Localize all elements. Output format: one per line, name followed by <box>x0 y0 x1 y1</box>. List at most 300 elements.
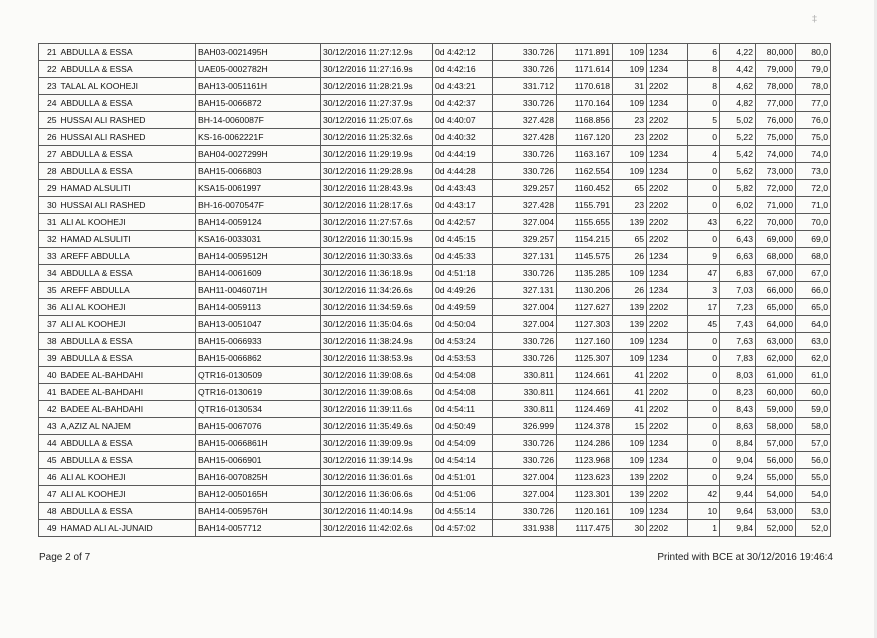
prize-cell: 80,0 <box>796 44 831 61</box>
position-cell: 6 <box>688 44 720 61</box>
points-cell: 73,000 <box>756 163 796 180</box>
rank-cell: 27 <box>39 146 59 163</box>
percentage-cell: 7,23 <box>720 299 756 316</box>
duration-cell: 0d 4:50:04 <box>433 316 493 333</box>
ring-number-cell: BH-16-0070547F <box>196 197 321 214</box>
club-code-cell: 2202 <box>647 112 688 129</box>
arrival-time-cell: 30/12/2016 11:27:37.9s <box>321 95 433 112</box>
distance-cell: 327.004 <box>493 316 557 333</box>
name-cell: ALI AL KOOHEJI <box>59 214 196 231</box>
name-cell: ALI AL KOOHEJI <box>59 469 196 486</box>
speed-cell: 1168.856 <box>557 112 613 129</box>
percentage-cell: 6,63 <box>720 248 756 265</box>
points-cell: 70,000 <box>756 214 796 231</box>
points-cell: 64,000 <box>756 316 796 333</box>
rank-cell: 26 <box>39 129 59 146</box>
ring-number-cell: BAH13-0051047 <box>196 316 321 333</box>
position-cell: 0 <box>688 435 720 452</box>
club-code-cell: 2202 <box>647 367 688 384</box>
club-code-cell: 2202 <box>647 384 688 401</box>
speed-cell: 1124.469 <box>557 401 613 418</box>
ring-number-cell: BAH15-0066861H <box>196 435 321 452</box>
name-cell: ABDULLA & ESSA <box>59 146 196 163</box>
speed-cell: 1123.623 <box>557 469 613 486</box>
arrival-time-cell: 30/12/2016 11:27:16.9s <box>321 61 433 78</box>
name-cell: ALI AL KOOHEJI <box>59 486 196 503</box>
club-code-cell: 1234 <box>647 95 688 112</box>
club-code-cell: 2202 <box>647 197 688 214</box>
club-code-cell: 1234 <box>647 61 688 78</box>
name-cell: ALI AL KOOHEJI <box>59 299 196 316</box>
position-cell: 42 <box>688 486 720 503</box>
distance-cell: 330.811 <box>493 367 557 384</box>
rank-cell: 41 <box>39 384 59 401</box>
percentage-cell: 7,03 <box>720 282 756 299</box>
percentage-cell: 4,62 <box>720 78 756 95</box>
duration-cell: 0d 4:49:26 <box>433 282 493 299</box>
name-cell: ABDULLA & ESSA <box>59 265 196 282</box>
ring-number-cell: BAH15-0066803 <box>196 163 321 180</box>
ring-number-cell: BAH11-0046071H <box>196 282 321 299</box>
arrival-time-cell: 30/12/2016 11:38:24.9s <box>321 333 433 350</box>
table-row <box>39 299 831 316</box>
speed-cell: 1124.286 <box>557 435 613 452</box>
distance-cell: 330.726 <box>493 452 557 469</box>
name-cell: ABDULLA & ESSA <box>59 95 196 112</box>
distance-cell: 330.811 <box>493 401 557 418</box>
duration-cell: 0d 4:43:17 <box>433 197 493 214</box>
rank-cell: 37 <box>39 316 59 333</box>
arrival-time-cell: 30/12/2016 11:30:15.9s <box>321 231 433 248</box>
club-code-cell: 1234 <box>647 44 688 61</box>
points-cell: 65,000 <box>756 299 796 316</box>
distance-cell: 330.726 <box>493 435 557 452</box>
duration-cell: 0d 4:54:08 <box>433 367 493 384</box>
arrival-time-cell: 30/12/2016 11:42:02.6s <box>321 520 433 537</box>
club-code-cell: 2202 <box>647 299 688 316</box>
distance-cell: 327.131 <box>493 282 557 299</box>
prize-cell: 55,0 <box>796 469 831 486</box>
ring-number-cell: BAH15-0066933 <box>196 333 321 350</box>
points-cell: 62,000 <box>756 350 796 367</box>
arrival-time-cell: 30/12/2016 11:39:08.6s <box>321 384 433 401</box>
table-row <box>39 197 831 214</box>
name-cell: HUSSAI ALI RASHED <box>59 129 196 146</box>
distance-cell: 327.428 <box>493 129 557 146</box>
speed-cell: 1124.378 <box>557 418 613 435</box>
points-cell: 66,000 <box>756 282 796 299</box>
position-cell: 4 <box>688 146 720 163</box>
duration-cell: 0d 4:40:07 <box>433 112 493 129</box>
percentage-cell: 7,43 <box>720 316 756 333</box>
duration-cell: 0d 4:44:19 <box>433 146 493 163</box>
position-cell: 0 <box>688 469 720 486</box>
rank-cell: 39 <box>39 350 59 367</box>
name-cell: HUSSAI ALI RASHED <box>59 197 196 214</box>
arrival-time-cell: 30/12/2016 11:35:04.6s <box>321 316 433 333</box>
speed-cell: 1127.627 <box>557 299 613 316</box>
distance-cell: 329.257 <box>493 180 557 197</box>
percentage-cell: 9,04 <box>720 452 756 469</box>
entry-count-cell: 109 <box>613 265 647 282</box>
rank-cell: 25 <box>39 112 59 129</box>
points-cell: 63,000 <box>756 333 796 350</box>
entry-count-cell: 26 <box>613 282 647 299</box>
ring-number-cell: BAH14-0059113 <box>196 299 321 316</box>
percentage-cell: 5,02 <box>720 112 756 129</box>
prize-cell: 70,0 <box>796 214 831 231</box>
entry-count-cell: 41 <box>613 367 647 384</box>
position-cell: 0 <box>688 350 720 367</box>
duration-cell: 0d 4:53:53 <box>433 350 493 367</box>
arrival-time-cell: 30/12/2016 11:27:12.9s <box>321 44 433 61</box>
points-cell: 54,000 <box>756 486 796 503</box>
prize-cell: 71,0 <box>796 197 831 214</box>
prize-cell: 52,0 <box>796 520 831 537</box>
entry-count-cell: 109 <box>613 44 647 61</box>
distance-cell: 330.726 <box>493 350 557 367</box>
prize-cell: 67,0 <box>796 265 831 282</box>
table-row <box>39 180 831 197</box>
arrival-time-cell: 30/12/2016 11:28:43.9s <box>321 180 433 197</box>
arrival-time-cell: 30/12/2016 11:29:19.9s <box>321 146 433 163</box>
name-cell: TALAL AL KOOHEJI <box>59 78 196 95</box>
rank-cell: 46 <box>39 469 59 486</box>
prize-cell: 77,0 <box>796 95 831 112</box>
percentage-cell: 6,22 <box>720 214 756 231</box>
entry-count-cell: 109 <box>613 163 647 180</box>
arrival-time-cell: 30/12/2016 11:39:09.9s <box>321 435 433 452</box>
position-cell: 0 <box>688 95 720 112</box>
points-cell: 59,000 <box>756 401 796 418</box>
duration-cell: 0d 4:51:18 <box>433 265 493 282</box>
entry-count-cell: 109 <box>613 503 647 520</box>
percentage-cell: 9,64 <box>720 503 756 520</box>
speed-cell: 1120.161 <box>557 503 613 520</box>
entry-count-cell: 139 <box>613 316 647 333</box>
prize-cell: 78,0 <box>796 78 831 95</box>
club-code-cell: 1234 <box>647 503 688 520</box>
rank-cell: 42 <box>39 401 59 418</box>
percentage-cell: 9,24 <box>720 469 756 486</box>
ring-number-cell: BAH16-0070825H <box>196 469 321 486</box>
percentage-cell: 8,84 <box>720 435 756 452</box>
table-row <box>39 129 831 146</box>
name-cell: HAMAD ALSULITI <box>59 231 196 248</box>
position-cell: 1 <box>688 520 720 537</box>
distance-cell: 330.726 <box>493 503 557 520</box>
rank-cell: 43 <box>39 418 59 435</box>
rank-cell: 33 <box>39 248 59 265</box>
points-cell: 74,000 <box>756 146 796 163</box>
duration-cell: 0d 4:43:21 <box>433 78 493 95</box>
club-code-cell: 1234 <box>647 265 688 282</box>
speed-cell: 1155.655 <box>557 214 613 231</box>
percentage-cell: 7,63 <box>720 333 756 350</box>
club-code-cell: 2202 <box>647 469 688 486</box>
percentage-cell: 5,82 <box>720 180 756 197</box>
prize-cell: 69,0 <box>796 231 831 248</box>
percentage-cell: 6,83 <box>720 265 756 282</box>
table-row <box>39 112 831 129</box>
ring-number-cell: BAH12-0050165H <box>196 486 321 503</box>
prize-cell: 60,0 <box>796 384 831 401</box>
entry-count-cell: 109 <box>613 146 647 163</box>
table-row <box>39 95 831 112</box>
position-cell: 0 <box>688 197 720 214</box>
percentage-cell: 5,62 <box>720 163 756 180</box>
club-code-cell: 2202 <box>647 486 688 503</box>
page-number: Page 2 of 7 <box>39 552 91 563</box>
duration-cell: 0d 4:54:14 <box>433 452 493 469</box>
table-row <box>39 401 831 418</box>
arrival-time-cell: 30/12/2016 11:38:53.9s <box>321 350 433 367</box>
prize-cell: 58,0 <box>796 418 831 435</box>
points-cell: 60,000 <box>756 384 796 401</box>
ring-number-cell: UAE05-0002782H <box>196 61 321 78</box>
table-row <box>39 384 831 401</box>
table-row <box>39 452 831 469</box>
distance-cell: 327.428 <box>493 197 557 214</box>
rank-cell: 48 <box>39 503 59 520</box>
table-row <box>39 503 831 520</box>
position-cell: 8 <box>688 78 720 95</box>
points-cell: 78,000 <box>756 78 796 95</box>
prize-cell: 68,0 <box>796 248 831 265</box>
duration-cell: 0d 4:51:06 <box>433 486 493 503</box>
ring-number-cell: QTR16-0130619 <box>196 384 321 401</box>
ring-number-cell: BAH13-0051161H <box>196 78 321 95</box>
rank-cell: 47 <box>39 486 59 503</box>
prize-cell: 53,0 <box>796 503 831 520</box>
speed-cell: 1171.891 <box>557 44 613 61</box>
name-cell: BADEE AL-BAHDAHI <box>59 367 196 384</box>
duration-cell: 0d 4:42:57 <box>433 214 493 231</box>
name-cell: ABDULLA & ESSA <box>59 350 196 367</box>
prize-cell: 76,0 <box>796 112 831 129</box>
percentage-cell: 5,22 <box>720 129 756 146</box>
points-cell: 55,000 <box>756 469 796 486</box>
distance-cell: 330.726 <box>493 44 557 61</box>
rank-cell: 38 <box>39 333 59 350</box>
prize-cell: 56,0 <box>796 452 831 469</box>
table-row <box>39 435 831 452</box>
table-row <box>39 418 831 435</box>
speed-cell: 1145.575 <box>557 248 613 265</box>
duration-cell: 0d 4:42:12 <box>433 44 493 61</box>
distance-cell: 326.999 <box>493 418 557 435</box>
club-code-cell: 1234 <box>647 333 688 350</box>
club-code-cell: 2202 <box>647 520 688 537</box>
points-cell: 57,000 <box>756 435 796 452</box>
position-cell: 0 <box>688 180 720 197</box>
position-cell: 0 <box>688 129 720 146</box>
duration-cell: 0d 4:49:59 <box>433 299 493 316</box>
rank-cell: 29 <box>39 180 59 197</box>
club-code-cell: 1234 <box>647 435 688 452</box>
entry-count-cell: 23 <box>613 197 647 214</box>
table-row <box>39 520 831 537</box>
points-cell: 80,000 <box>756 44 796 61</box>
ring-number-cell: KSA15-0061997 <box>196 180 321 197</box>
percentage-cell: 4,22 <box>720 44 756 61</box>
distance-cell: 327.004 <box>493 299 557 316</box>
club-code-cell: 1234 <box>647 452 688 469</box>
duration-cell: 0d 4:43:43 <box>433 180 493 197</box>
entry-count-cell: 65 <box>613 231 647 248</box>
arrival-time-cell: 30/12/2016 11:39:11.6s <box>321 401 433 418</box>
rank-cell: 31 <box>39 214 59 231</box>
distance-cell: 330.726 <box>493 146 557 163</box>
duration-cell: 0d 4:42:37 <box>433 95 493 112</box>
entry-count-cell: 15 <box>613 418 647 435</box>
club-code-cell: 2202 <box>647 214 688 231</box>
arrival-time-cell: 30/12/2016 11:36:06.6s <box>321 486 433 503</box>
ring-number-cell: BAH15-0066862 <box>196 350 321 367</box>
duration-cell: 0d 4:54:09 <box>433 435 493 452</box>
percentage-cell: 5,42 <box>720 146 756 163</box>
ring-number-cell: BAH14-0059124 <box>196 214 321 231</box>
ring-number-cell: BAH15-0066872 <box>196 95 321 112</box>
position-cell: 8 <box>688 61 720 78</box>
entry-count-cell: 30 <box>613 520 647 537</box>
distance-cell: 330.726 <box>493 265 557 282</box>
name-cell: ABDULLA & ESSA <box>59 452 196 469</box>
rank-cell: 49 <box>39 520 59 537</box>
ring-number-cell: BAH14-0059576H <box>196 503 321 520</box>
position-cell: 47 <box>688 265 720 282</box>
name-cell: ABDULLA & ESSA <box>59 503 196 520</box>
speed-cell: 1123.301 <box>557 486 613 503</box>
percentage-cell: 7,83 <box>720 350 756 367</box>
entry-count-cell: 109 <box>613 95 647 112</box>
speed-cell: 1127.303 <box>557 316 613 333</box>
name-cell: ABDULLA & ESSA <box>59 163 196 180</box>
distance-cell: 327.428 <box>493 112 557 129</box>
club-code-cell: 1234 <box>647 282 688 299</box>
club-code-cell: 2202 <box>647 316 688 333</box>
ring-number-cell: BAH15-0066901 <box>196 452 321 469</box>
ring-number-cell: BAH14-0059512H <box>196 248 321 265</box>
arrival-time-cell: 30/12/2016 11:35:49.6s <box>321 418 433 435</box>
table-row <box>39 282 831 299</box>
duration-cell: 0d 4:54:08 <box>433 384 493 401</box>
rank-cell: 23 <box>39 78 59 95</box>
percentage-cell: 6,02 <box>720 197 756 214</box>
position-cell: 0 <box>688 367 720 384</box>
table-row <box>39 44 831 61</box>
arrival-time-cell: 30/12/2016 11:30:33.6s <box>321 248 433 265</box>
distance-cell: 327.004 <box>493 469 557 486</box>
prize-cell: 59,0 <box>796 401 831 418</box>
prize-cell: 57,0 <box>796 435 831 452</box>
club-code-cell: 1234 <box>647 248 688 265</box>
name-cell: BADEE AL-BAHDAHI <box>59 401 196 418</box>
distance-cell: 330.726 <box>493 95 557 112</box>
prize-cell: 66,0 <box>796 282 831 299</box>
rank-cell: 24 <box>39 95 59 112</box>
ring-number-cell: BAH15-0067076 <box>196 418 321 435</box>
table-row <box>39 486 831 503</box>
distance-cell: 330.726 <box>493 61 557 78</box>
club-code-cell: 1234 <box>647 146 688 163</box>
speed-cell: 1162.554 <box>557 163 613 180</box>
name-cell: HUSSAI ALI RASHED <box>59 112 196 129</box>
arrival-time-cell: 30/12/2016 11:25:32.6s <box>321 129 433 146</box>
rank-cell: 22 <box>39 61 59 78</box>
rank-cell: 44 <box>39 435 59 452</box>
rank-cell: 32 <box>39 231 59 248</box>
percentage-cell: 4,42 <box>720 61 756 78</box>
points-cell: 53,000 <box>756 503 796 520</box>
prize-cell: 54,0 <box>796 486 831 503</box>
ring-number-cell: BAH14-0061609 <box>196 265 321 282</box>
percentage-cell: 6,43 <box>720 231 756 248</box>
rank-cell: 36 <box>39 299 59 316</box>
entry-count-cell: 65 <box>613 180 647 197</box>
arrival-time-cell: 30/12/2016 11:28:21.9s <box>321 78 433 95</box>
table-row <box>39 78 831 95</box>
arrival-time-cell: 30/12/2016 11:27:57.6s <box>321 214 433 231</box>
position-cell: 0 <box>688 333 720 350</box>
position-cell: 5 <box>688 112 720 129</box>
position-cell: 10 <box>688 503 720 520</box>
arrival-time-cell: 30/12/2016 11:39:08.6s <box>321 367 433 384</box>
table-row <box>39 146 831 163</box>
table-row <box>39 231 831 248</box>
arrival-time-cell: 30/12/2016 11:29:28.9s <box>321 163 433 180</box>
entry-count-cell: 26 <box>613 248 647 265</box>
table-row <box>39 163 831 180</box>
speed-cell: 1125.307 <box>557 350 613 367</box>
name-cell: HAMAD ALSULITI <box>59 180 196 197</box>
distance-cell: 330.726 <box>493 333 557 350</box>
speed-cell: 1171.614 <box>557 61 613 78</box>
points-cell: 61,000 <box>756 367 796 384</box>
rank-cell: 35 <box>39 282 59 299</box>
club-code-cell: 2202 <box>647 78 688 95</box>
points-cell: 52,000 <box>756 520 796 537</box>
name-cell: ALI AL KOOHEJI <box>59 316 196 333</box>
name-cell: ABDULLA & ESSA <box>59 44 196 61</box>
duration-cell: 0d 4:50:49 <box>433 418 493 435</box>
duration-cell: 0d 4:54:11 <box>433 401 493 418</box>
entry-count-cell: 139 <box>613 469 647 486</box>
speed-cell: 1124.661 <box>557 367 613 384</box>
name-cell: ABDULLA & ESSA <box>59 61 196 78</box>
position-cell: 3 <box>688 282 720 299</box>
rank-cell: 28 <box>39 163 59 180</box>
club-code-cell: 2202 <box>647 129 688 146</box>
points-cell: 58,000 <box>756 418 796 435</box>
club-code-cell: 2202 <box>647 418 688 435</box>
name-cell: AREFF ABDULLA <box>59 282 196 299</box>
distance-cell: 331.938 <box>493 520 557 537</box>
table-row <box>39 248 831 265</box>
position-cell: 43 <box>688 214 720 231</box>
duration-cell: 0d 4:40:32 <box>433 129 493 146</box>
speed-cell: 1167.120 <box>557 129 613 146</box>
prize-cell: 65,0 <box>796 299 831 316</box>
prize-cell: 64,0 <box>796 316 831 333</box>
speed-cell: 1154.215 <box>557 231 613 248</box>
club-code-cell: 1234 <box>647 163 688 180</box>
position-cell: 0 <box>688 384 720 401</box>
percentage-cell: 9,84 <box>720 520 756 537</box>
entry-count-cell: 109 <box>613 435 647 452</box>
print-stamp: Printed with BCE at 30/12/2016 19:46:4 <box>657 552 833 563</box>
points-cell: 68,000 <box>756 248 796 265</box>
